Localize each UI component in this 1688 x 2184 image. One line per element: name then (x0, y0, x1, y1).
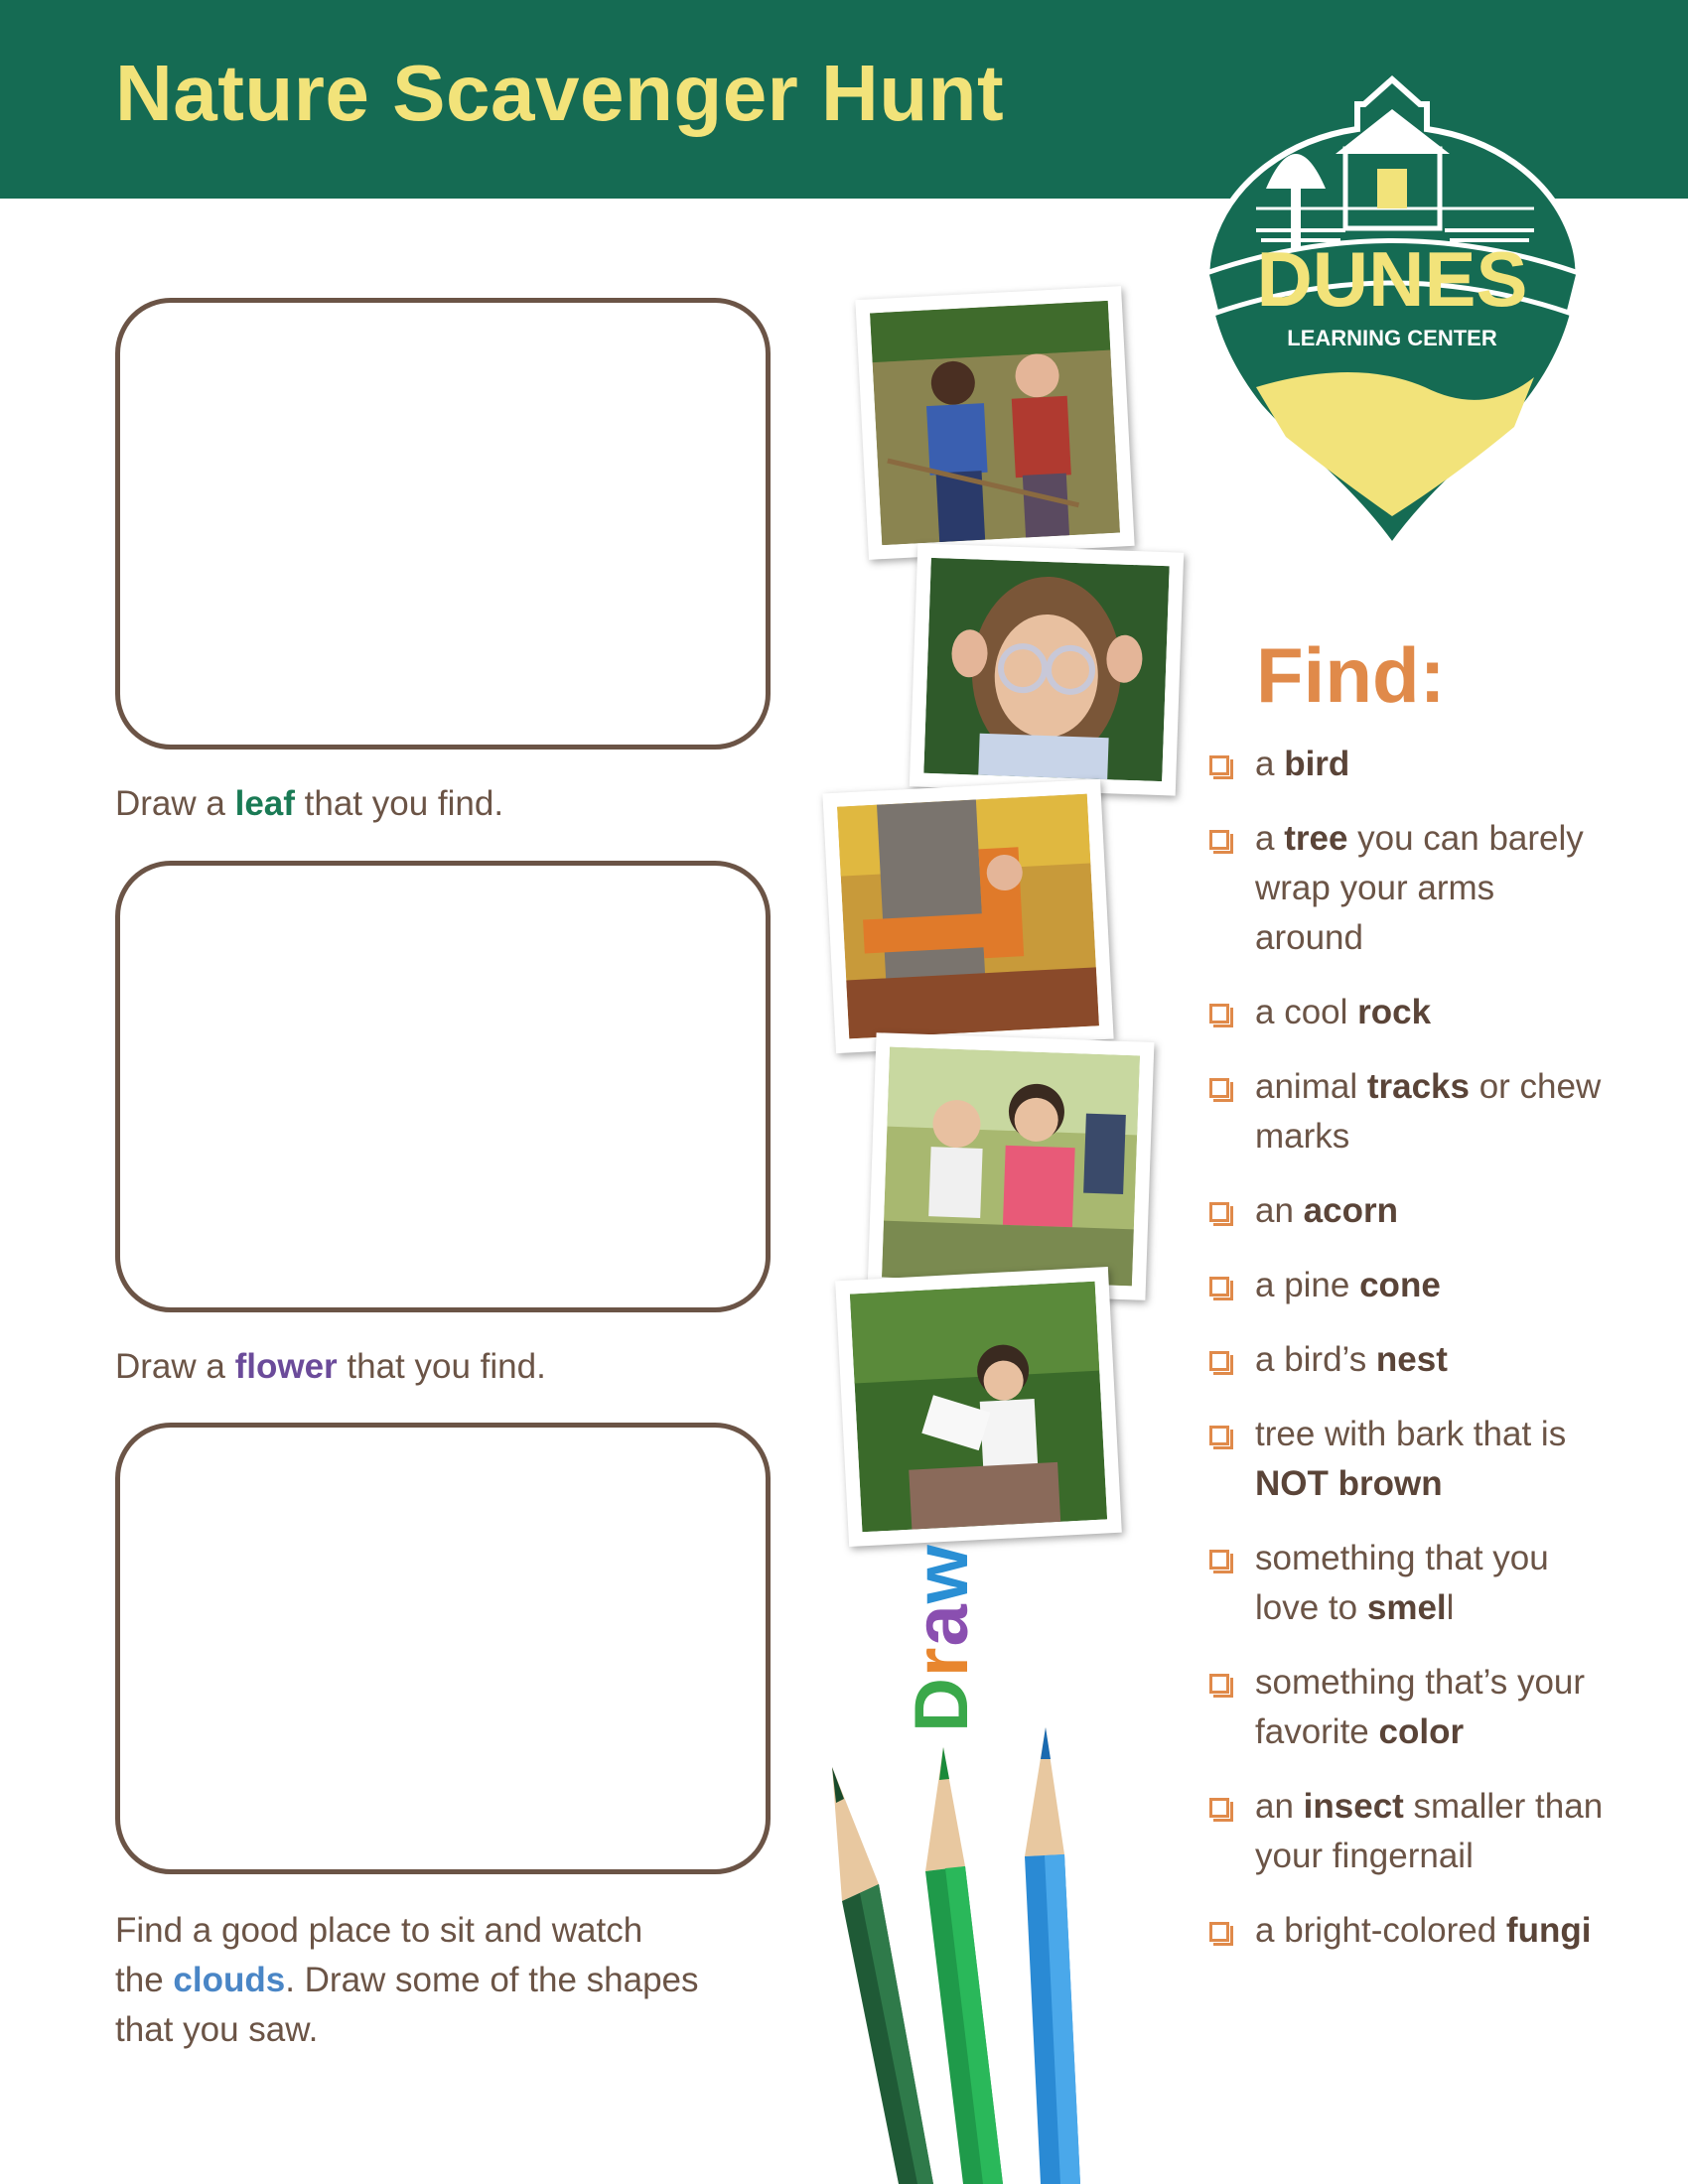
find-item-text: a (1255, 745, 1285, 783)
find-item[interactable] (1209, 988, 1607, 1037)
find-item-text: or chew marks (1255, 1067, 1602, 1156)
checkbox[interactable] (1209, 1078, 1229, 1098)
find-item-text: tree with bark that is (1255, 1415, 1567, 1453)
find-item-keyword: NOT brown (1255, 1464, 1443, 1503)
find-item-text: a bird’s (1255, 1340, 1376, 1379)
find-item-keyword: acorn (1303, 1191, 1398, 1230)
find-item-keyword: smel (1366, 1588, 1447, 1627)
find-item-text: an (1255, 1787, 1304, 1826)
find-item[interactable] (1209, 1410, 1607, 1509)
checkbox[interactable] (1209, 1004, 1229, 1024)
draw-letter-w: w (900, 1544, 984, 1604)
checkbox[interactable] (1209, 1798, 1229, 1818)
find-item[interactable] (1209, 1261, 1607, 1310)
find-item-text: you can barely wrap your arms around (1255, 819, 1584, 957)
find-item-text: smaller than your fingernail (1255, 1787, 1604, 1875)
find-item[interactable] (1209, 814, 1607, 963)
find-item-keyword: tracks (1366, 1067, 1470, 1106)
checkbox[interactable] (1209, 755, 1229, 775)
find-item-keyword: fungi (1505, 1911, 1592, 1950)
find-item[interactable] (1209, 1335, 1607, 1385)
clouds-keyword: clouds (173, 1961, 286, 1999)
checkbox[interactable] (1209, 1202, 1229, 1222)
checkbox[interactable] (1209, 1426, 1229, 1445)
find-item-text: a cool (1255, 993, 1358, 1031)
draw-vertical-label (899, 1544, 985, 1732)
blue-pencil (1025, 1727, 1080, 2184)
clouds-caption: Find a good place to sit and watch the clouds. Draw some of the shapes that you saw. (115, 1911, 699, 2049)
checkbox[interactable] (1209, 1550, 1229, 1570)
photo-kids-smiling (868, 1032, 1155, 1300)
find-item-text: l (1446, 1588, 1455, 1627)
photo-girl-magnifying-glasses (910, 543, 1184, 795)
green-pencil (925, 1747, 1003, 2184)
find-item[interactable] (1209, 1658, 1607, 1757)
find-item-keyword: bird (1284, 745, 1350, 783)
find-item[interactable] (1209, 740, 1607, 789)
find-heading: Find: (1256, 631, 1446, 719)
flower-keyword: flower (234, 1347, 338, 1386)
logo-subtitle: LEARNING CENTER (1287, 326, 1497, 350)
find-item-keyword: rock (1357, 993, 1432, 1031)
photo-kids-with-net (855, 286, 1134, 560)
leaf-caption: Draw a leaf that you find. (115, 784, 504, 823)
leaf-drawing-box[interactable] (115, 298, 771, 750)
find-item-text: an (1255, 1191, 1304, 1230)
clouds-drawing-box[interactable] (115, 1423, 771, 1874)
logo-name: DUNES (1256, 235, 1528, 323)
dark-green-pencil (832, 1767, 933, 2184)
flower-caption: Draw a flower that you find. (115, 1347, 546, 1386)
find-item-keyword: insect (1303, 1787, 1404, 1826)
find-item-text: a (1255, 819, 1285, 858)
photo-tree-hug (822, 779, 1113, 1053)
find-item[interactable] (1209, 1906, 1607, 1956)
checkbox[interactable] (1209, 1922, 1229, 1942)
find-item-keyword: tree (1284, 819, 1348, 858)
find-item[interactable] (1209, 1534, 1607, 1633)
find-item-text: a pine (1255, 1266, 1360, 1304)
leaf-keyword: leaf (234, 784, 295, 823)
find-item-keyword: cone (1359, 1266, 1441, 1304)
checkbox[interactable] (1209, 1674, 1229, 1694)
find-item-text: animal (1255, 1067, 1367, 1106)
find-item-text: something that’s your favorite (1255, 1663, 1586, 1751)
checkbox[interactable] (1209, 830, 1229, 850)
draw-letter-r: r (900, 1646, 984, 1678)
find-item[interactable] (1209, 1782, 1607, 1881)
draw-letter-d: D (900, 1677, 984, 1732)
draw-letter-a: a (900, 1603, 984, 1647)
colored-pencils (814, 1707, 1112, 2184)
find-item-keyword: color (1378, 1712, 1465, 1751)
find-item[interactable] (1209, 1186, 1607, 1236)
photo-girl-writing (835, 1267, 1122, 1547)
checkbox[interactable] (1209, 1351, 1229, 1371)
checkbox[interactable] (1209, 1277, 1229, 1297)
find-item-text: something that you love to (1255, 1539, 1549, 1627)
flower-drawing-box[interactable] (115, 861, 771, 1312)
find-item-text: a bright-colored (1255, 1911, 1506, 1950)
find-item[interactable] (1209, 1062, 1607, 1161)
find-checklist (1209, 740, 1607, 1956)
dunes-logo (1196, 60, 1589, 556)
find-item-keyword: nest (1375, 1340, 1448, 1379)
page-title: Nature Scavenger Hunt (115, 49, 1005, 137)
